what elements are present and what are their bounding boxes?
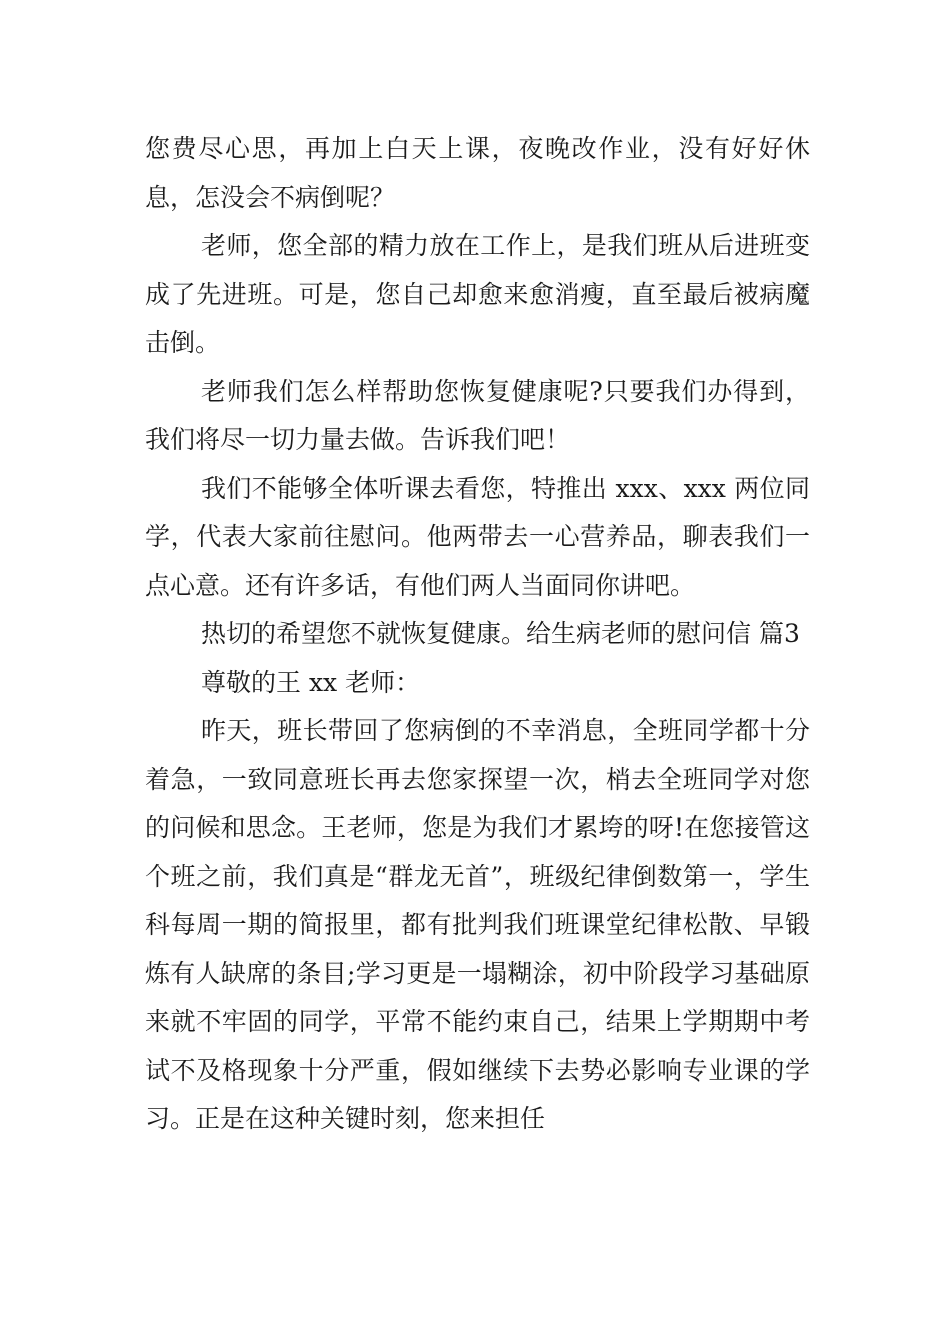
paragraph-1: 您费尽心思，再加上白天上课，夜晚改作业，没有好好休息，怎没会不病倒呢？	[145, 134, 810, 212]
document-body	[145, 125, 810, 1144]
paragraph-3: 老师我们怎么样帮助您恢复健康呢?只要我们办得到，我们将尽一切力量去做。告诉我们吧！	[145, 376, 810, 454]
paragraph-5: 热切的希望您不就恢复健康。给生病老师的慰问信 篇3	[201, 619, 800, 648]
paragraph-4: 我们不能够全体听课去看您，特推出 xxx、xxx 两位同学，代表大家前往慰问。他两带去一心营养品，聊表我们一点心意。还有许多话，有他们两人当面同你讲吧。	[145, 473, 810, 600]
salutation: 尊敬的王 xx 老师：	[201, 667, 421, 697]
paragraph-2: 老师，您全部的精力放在工作上，是我们班从后进班变成了先进班。可是，您自己却愈来愈消瘦，直至最后被病魔击倒。	[145, 231, 810, 357]
paragraph-7: 昨天，班长带回了您病倒的不幸消息，全班同学都十分着急，一致同意班长再去您家探望一次，梢去全班同学对您的问候和思念。王老师，您是为我们才累垮的呀!在您接管这个班之前，我们真是“群龙无首”，班级纪律倒数第一，学生科每周一期的简报里，都有批判我们班课堂纪律松散、早锻炼有人缺席的条目;学习更是一塌糊涂，初中阶段学习基础原来就不牢固的同学，平常不能约束自己，结果上学期期中考试不及格现象十分严重，假如继续下去势必影响专业课的学习。正是在这种关键时刻，您来担任	[145, 716, 810, 1133]
